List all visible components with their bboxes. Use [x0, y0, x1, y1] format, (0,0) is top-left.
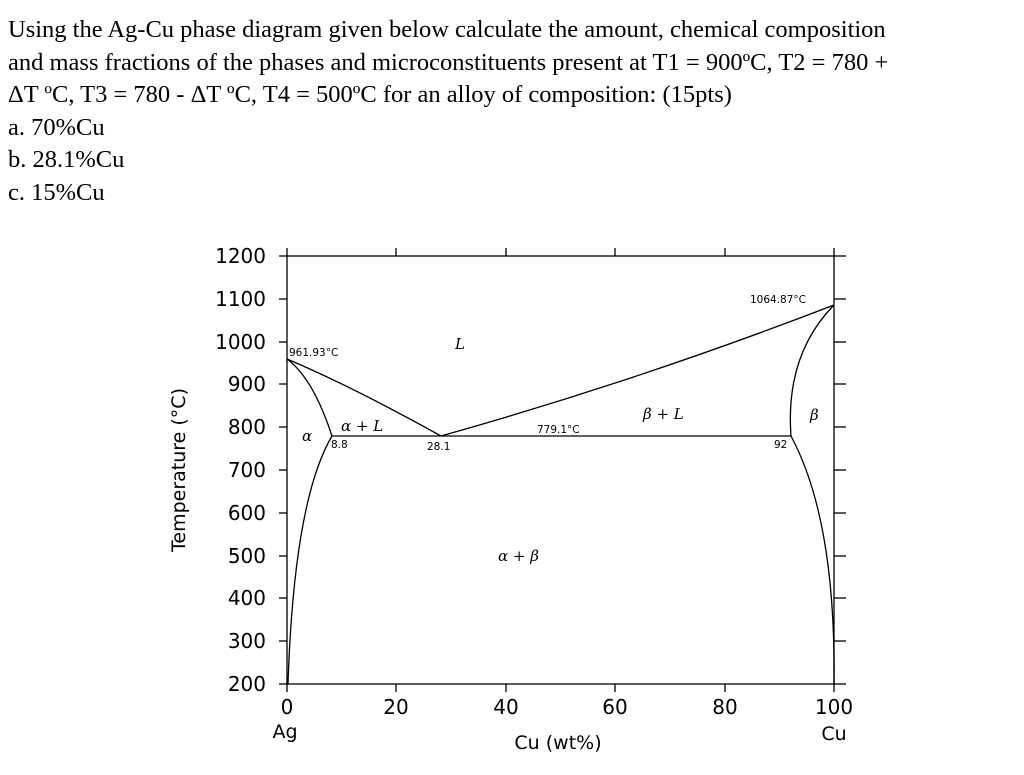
- y-tick-300: 300: [227, 629, 266, 653]
- y-tick-500: 500: [227, 544, 266, 568]
- ag-melting-label: 961.93°C: [289, 347, 339, 359]
- x-tick-60: 60: [602, 695, 628, 719]
- solvus-alpha-curve: [288, 436, 332, 684]
- solidus-alpha-curve: [287, 359, 332, 436]
- cu-melting-label: 1064.87°C: [750, 294, 807, 306]
- y-tick-labels: [215, 244, 266, 696]
- y-tick-1100: 1100: [215, 287, 266, 311]
- x-tick-0: 0: [280, 695, 294, 719]
- option-b: b. 28.1%Cu: [8, 146, 125, 173]
- y-tick-800: 800: [227, 415, 266, 439]
- x-tick-labels: [281, 695, 853, 719]
- option-a: a. 70%Cu: [8, 113, 105, 141]
- option-c: c. 15%Cu: [8, 178, 105, 206]
- eutectic-temp-label: 779.1°C: [537, 424, 580, 436]
- liquid-region-label: L: [455, 335, 465, 353]
- question-line-2: and mass fractions of the phases and microconstituents present at T1 = 900ºC, T2 = 780 +: [8, 48, 889, 76]
- liquidus-beta-curve: [441, 305, 834, 436]
- y-tick-600: 600: [227, 501, 266, 525]
- phase-boundaries: [287, 305, 834, 684]
- beta-region-label: β: [810, 406, 819, 424]
- y-tick-200: 200: [227, 672, 266, 696]
- solvus-beta-curve: [791, 436, 834, 684]
- alpha-region-label: α: [302, 427, 313, 445]
- x-tick-80: 80: [712, 695, 738, 719]
- y-tick-1200: 1200: [215, 244, 266, 268]
- cu-end-label: Cu: [821, 723, 847, 745]
- y-tick-900: 900: [227, 372, 266, 396]
- y-tick-1000: 1000: [215, 330, 266, 354]
- alpha-liquid-region-label: α + L: [341, 417, 384, 435]
- plot-frame: [287, 256, 834, 684]
- beta-liquid-region-label: β + L: [643, 405, 684, 423]
- x-tick-marks: [287, 248, 834, 692]
- question-line-3: ΔT ºC, T3 = 780 - ΔT ºC, T4 = 500ºC for an alloy of composition: (15pts): [8, 81, 732, 108]
- question-line-1: Using the Ag-Cu phase diagram given below calculate the amount, chemical composition: [8, 16, 886, 43]
- eutectic-comp-label: 28.1: [427, 441, 451, 453]
- y-tick-400: 400: [227, 586, 266, 610]
- x-tick-20: 20: [383, 695, 409, 719]
- beta-min-label: 92: [774, 439, 788, 451]
- alpha-max-label: 8.8: [331, 439, 348, 451]
- x-tick-40: 40: [493, 695, 519, 719]
- y-tick-marks: [279, 256, 846, 684]
- x-axis-title: Cu (wt%): [514, 732, 602, 754]
- ag-end-label: Ag: [272, 721, 298, 743]
- y-tick-700: 700: [227, 458, 266, 482]
- alpha-beta-region-label: α + β: [498, 547, 539, 565]
- y-axis-title: Temperature (°C): [168, 388, 190, 552]
- x-tick-100: 100: [814, 695, 854, 719]
